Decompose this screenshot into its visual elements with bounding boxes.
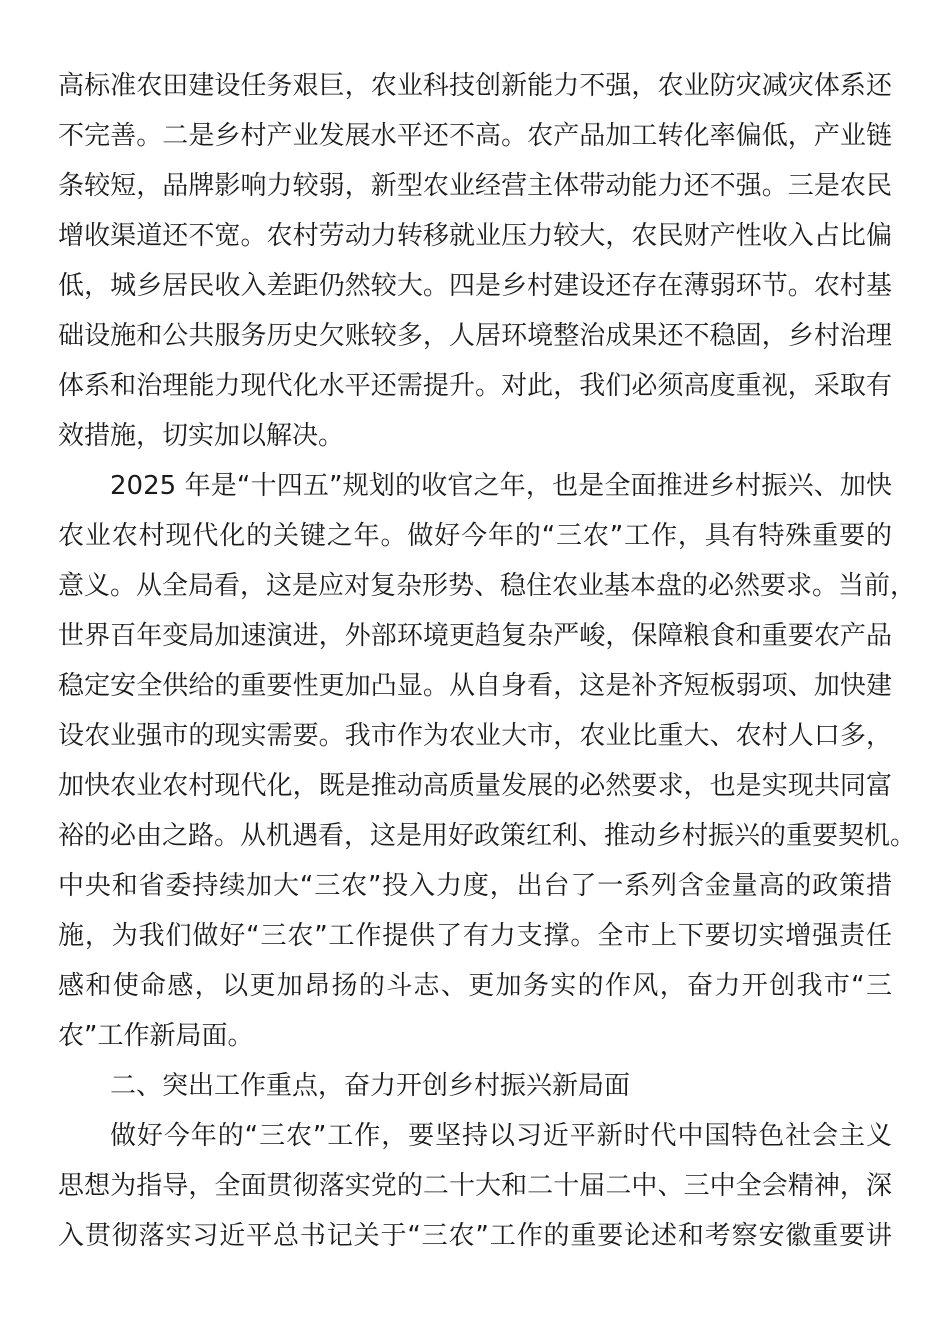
text-line: 设农业强市的现实需要。我市作为农业大市，农业比重大、农村人口多， [58,721,892,751]
text-line: 农业农村现代化的关键之年。做好今年的“三农”工作，具有特殊重要的 [58,521,892,551]
text-line: 入贯彻落实习近平总书记关于“三农”工作的重要论述和考察安徽重要讲 [58,1221,892,1251]
text-line: 体系和治理能力现代化水平还需提升。对此，我们必须高度重视，采取有 [58,371,892,401]
paragraph-first-line: 做好今年的“三农”工作，要坚持以习近平新时代中国特色社会主义 [110,1121,892,1151]
text-line: 低，城乡居民收入差距仍然较大。四是乡村建设还存在薄弱环节。农村基 [58,271,892,301]
paragraph-first-line: 2025 年是“十四五”规划的收官之年，也是全面推进乡村振兴、加快 [110,471,892,501]
text-line: 不完善。二是乡村产业发展水平还不高。农产品加工转化率偏低，产业链 [58,121,892,151]
section-heading: 二、突出工作重点，奋力开创乡村振兴新局面 [110,1071,631,1101]
document-page [58,61,917,1261]
text-line: 稳定安全供给的重要性更加凸显。从自身看，这是补齐短板弱项、加快建 [58,671,892,701]
text-line: 加快农业农村现代化，既是推动高质量发展的必然要求，也是实现共同富 [58,771,892,801]
text-line: 世界百年变局加速演进，外部环境更趋复杂严峻，保障粮食和重要农产品 [58,621,892,651]
text-line: 裕的必由之路。从机遇看，这是用好政策红利、推动乡村振兴的重要契机。 [58,821,917,851]
text-line: 思想为指导，全面贯彻落实党的二十大和二十届二中、三中全会精神，深 [58,1171,892,1201]
text-line: 感和使命感，以更加昂扬的斗志、更加务实的作风，奋力开创我市“三 [58,971,892,1001]
text-line: 础设施和公共服务历史欠账较多，人居环境整治成果还不稳固，乡村治理 [58,321,892,351]
text-line: 效措施，切实加以解决。 [58,421,345,451]
text-line: 高标准农田建设任务艰巨，农业科技创新能力不强，农业防灾减灾体系还 [58,71,892,101]
text-line: 意义。从全局看，这是应对复杂形势、稳住农业基本盘的必然要求。当前， [58,571,917,601]
text-line: 中央和省委持续加大“三农”投入力度，出台了一系列含金量高的政策措 [58,871,892,901]
text-line: 条较短，品牌影响力较弱，新型农业经营主体带动能力还不强。三是农民 [58,171,892,201]
text-line: 施，为我们做好“三农”工作提供了有力支撑。全市上下要切实增强责任 [58,921,892,951]
text-line: 增收渠道还不宽。农村劳动力转移就业压力较大，农民财产性收入占比偏 [58,221,892,251]
text-line: 农”工作新局面。 [58,1021,254,1051]
